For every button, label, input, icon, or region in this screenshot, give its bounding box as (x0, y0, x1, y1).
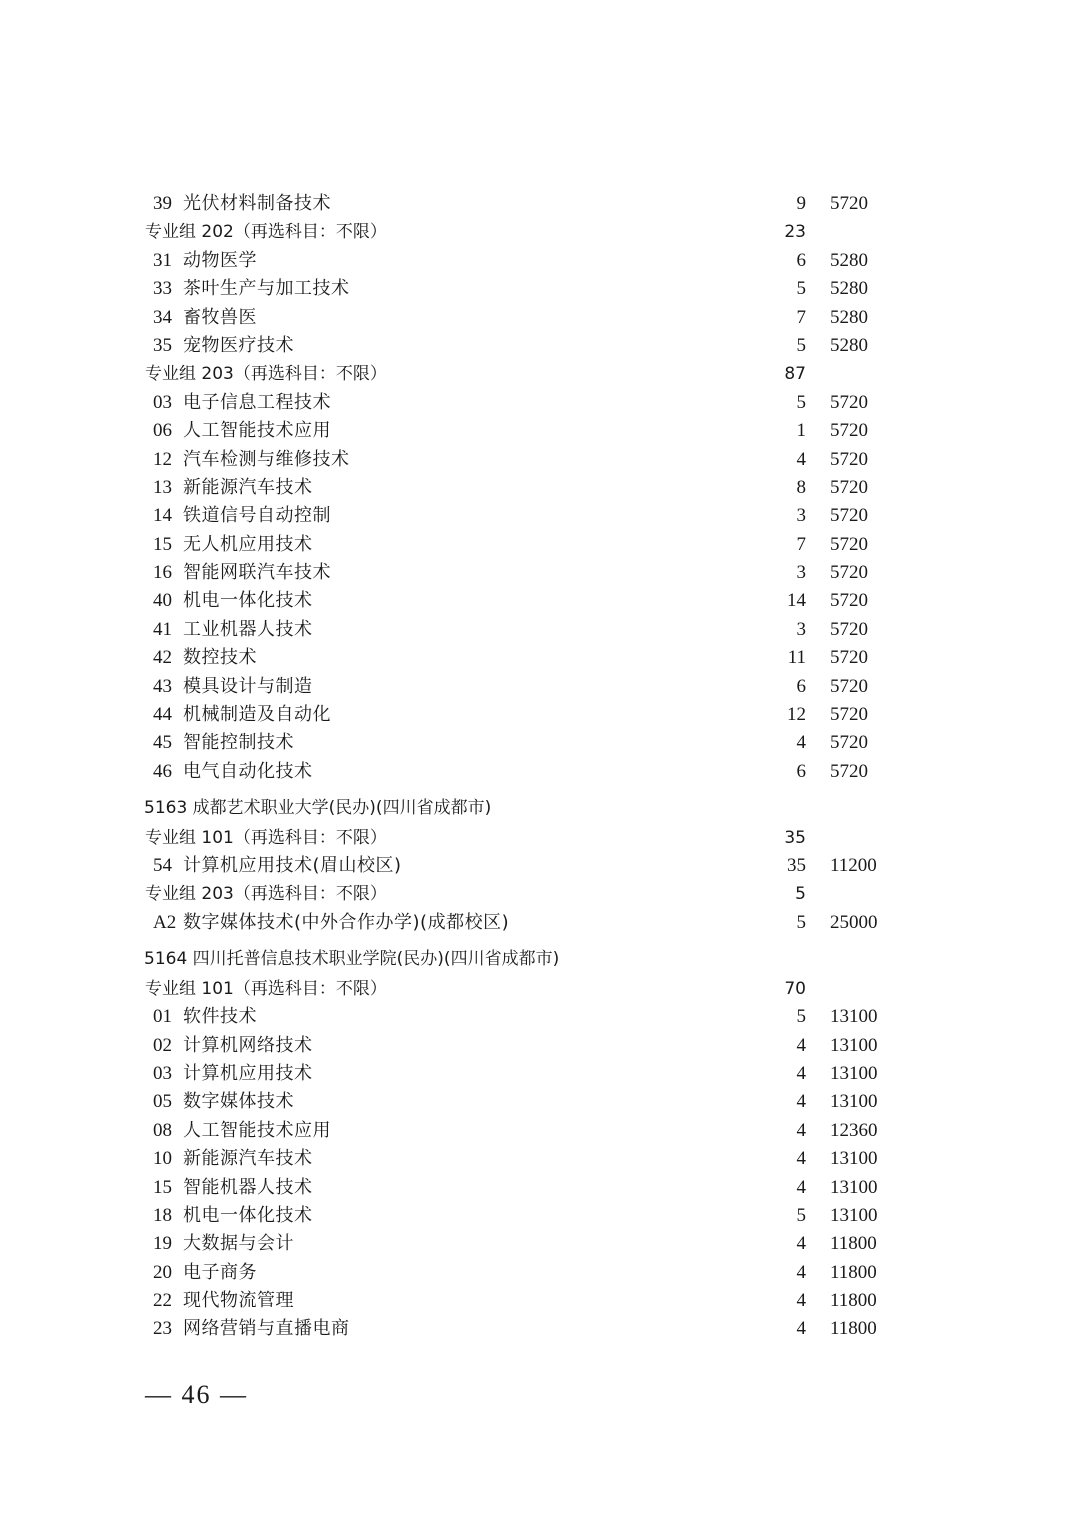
major-code: 06 (153, 420, 172, 442)
tuition-fee: 5280 (830, 249, 868, 271)
major-code: 02 (153, 1034, 172, 1056)
enrollment-count: 9 (796, 193, 806, 214)
enrollment-count: 3 (796, 618, 806, 640)
major-row (0, 909, 1080, 937)
school-header-row (0, 937, 1080, 975)
tuition-fee: 5720 (830, 420, 868, 442)
major-name: 铁道信号自动控制 (183, 505, 331, 527)
tuition-fee: 5720 (830, 732, 868, 754)
major-name: 无人机应用技术 (183, 533, 313, 555)
tuition-fee: 5720 (830, 448, 868, 470)
enrollment-count: 4 (796, 1091, 806, 1113)
major-name: 宠物医疗技术 (183, 334, 294, 356)
tuition-fee: 5280 (830, 334, 868, 356)
tuition-fee: 5720 (830, 391, 868, 413)
major-name: 模具设计与制造 (183, 675, 313, 697)
major-row (0, 1088, 1080, 1116)
tuition-fee: 13100 (830, 1148, 878, 1170)
major-row (0, 644, 1080, 672)
tuition-fee: 5720 (830, 476, 868, 498)
major-code: 12 (153, 448, 172, 470)
tuition-fee: 5720 (830, 704, 868, 726)
major-row (0, 417, 1080, 445)
major-name: 计算机网络技术 (183, 1034, 313, 1056)
major-name: 机电一体化技术 (183, 1204, 313, 1226)
group-header-row (0, 360, 1080, 388)
major-row (0, 1060, 1080, 1088)
major-code: 13 (153, 476, 172, 498)
major-row (0, 474, 1080, 502)
major-code: 15 (153, 1176, 172, 1198)
major-name: 畜牧兽医 (183, 306, 257, 328)
group-total-count: 70 (784, 978, 806, 999)
major-code: 22 (153, 1290, 172, 1312)
enrollment-count: 11 (787, 647, 806, 669)
major-row (0, 673, 1080, 701)
tuition-fee: 11800 (830, 1290, 877, 1312)
major-name: 电子信息工程技术 (183, 391, 331, 413)
major-code: 33 (153, 278, 172, 300)
major-name: 人工智能技术应用 (183, 420, 331, 442)
enrollment-count: 6 (796, 675, 806, 697)
tuition-fee: 5720 (830, 533, 868, 555)
major-name: 电气自动化技术 (183, 760, 313, 782)
enrollment-count: 4 (796, 1148, 806, 1170)
group-total-count: 5 (795, 884, 806, 905)
major-code: 20 (153, 1261, 172, 1283)
enrollment-count: 5 (796, 1204, 806, 1226)
major-row (0, 502, 1080, 530)
enrollment-count: 4 (796, 448, 806, 470)
school-title: 5164 四川托普信息技术职业学院(民办)(四川省成都市) (144, 949, 560, 970)
page-number: — 46 — (145, 1380, 248, 1409)
major-name: 智能控制技术 (183, 732, 294, 754)
group-total-count: 35 (784, 827, 806, 848)
tuition-fee: 25000 (830, 911, 878, 933)
major-name: 软件技术 (183, 1006, 257, 1028)
major-row (0, 729, 1080, 757)
major-name: 智能网联汽车技术 (183, 562, 331, 584)
enrollment-count: 5 (796, 391, 806, 413)
enrollment-count: 4 (796, 1176, 806, 1198)
major-name: 人工智能技术应用 (183, 1119, 331, 1141)
major-code: 54 (153, 855, 172, 877)
major-name: 计算机应用技术 (183, 1062, 313, 1084)
group-total-count: 23 (784, 222, 806, 243)
enrollment-count: 3 (796, 505, 806, 527)
tuition-fee: 5720 (830, 647, 868, 669)
tuition-fee: 11800 (830, 1318, 877, 1340)
major-code: 01 (153, 1006, 172, 1028)
major-row (0, 247, 1080, 275)
group-header-row (0, 880, 1080, 908)
major-code: 45 (153, 732, 172, 754)
major-name: 智能机器人技术 (183, 1176, 313, 1198)
major-row (0, 587, 1080, 615)
enrollment-count: 4 (796, 1261, 806, 1283)
major-code: 41 (153, 618, 172, 640)
enrollment-count: 6 (796, 760, 806, 782)
enrollment-count: 4 (796, 1290, 806, 1312)
major-code: 46 (153, 760, 172, 782)
major-row (0, 701, 1080, 729)
major-name: 工业机器人技术 (183, 618, 313, 640)
tuition-fee: 5720 (830, 505, 868, 527)
group-header-row (0, 975, 1080, 1003)
enrollment-count: 3 (796, 562, 806, 584)
major-name: 新能源汽车技术 (183, 1148, 313, 1170)
major-row (0, 446, 1080, 474)
major-row (0, 1032, 1080, 1060)
tuition-fee: 5720 (830, 618, 868, 640)
major-row (0, 852, 1080, 880)
major-row (0, 275, 1080, 303)
major-row (0, 1003, 1080, 1031)
tuition-fee: 13100 (830, 1091, 878, 1113)
major-row (0, 332, 1080, 360)
enrollment-count: 1 (796, 420, 806, 442)
enrollment-count: 8 (796, 476, 806, 498)
group-header-row (0, 218, 1080, 246)
major-row (0, 190, 1080, 218)
major-code: 16 (153, 562, 172, 584)
school-title: 5163 成都艺术职业大学(民办)(四川省成都市) (144, 798, 492, 819)
group-title: 专业组 101（再选科目：不限） (145, 827, 387, 848)
major-code: 39 (153, 193, 172, 214)
major-code: 05 (153, 1091, 172, 1113)
enrollment-count: 7 (796, 533, 806, 555)
enrollment-count: 4 (796, 1318, 806, 1340)
major-name: 计算机应用技术(眉山校区) (183, 855, 402, 877)
tuition-fee: 5720 (830, 675, 868, 697)
major-name: 新能源汽车技术 (183, 476, 313, 498)
major-code: 35 (153, 334, 172, 356)
major-code: 31 (153, 249, 172, 271)
major-name: 数控技术 (183, 647, 257, 669)
major-code: 44 (153, 704, 172, 726)
enrollment-count: 5 (796, 334, 806, 356)
tuition-fee: 5720 (830, 562, 868, 584)
enrollment-count: 4 (796, 1062, 806, 1084)
major-row (0, 1287, 1080, 1315)
school-header-row (0, 786, 1080, 824)
tuition-fee: 12360 (830, 1119, 878, 1141)
tuition-fee: 5720 (830, 193, 868, 214)
major-row (0, 1259, 1080, 1287)
major-name: 机械制造及自动化 (183, 704, 331, 726)
major-code: A2 (153, 911, 177, 933)
document-body (0, 190, 1080, 1344)
major-code: 03 (153, 1062, 172, 1084)
enrollment-count: 4 (796, 1233, 806, 1255)
major-name: 大数据与会计 (183, 1233, 294, 1255)
tuition-fee: 11800 (830, 1233, 877, 1255)
major-row (0, 304, 1080, 332)
tuition-fee: 13100 (830, 1006, 878, 1028)
major-code: 43 (153, 675, 172, 697)
major-row (0, 1117, 1080, 1145)
group-title: 专业组 203（再选科目：不限） (145, 884, 387, 905)
major-name: 机电一体化技术 (183, 590, 313, 612)
major-code: 34 (153, 306, 172, 328)
tuition-fee: 5280 (830, 306, 868, 328)
group-total-count: 87 (784, 364, 806, 385)
major-row (0, 616, 1080, 644)
enrollment-count: 4 (796, 1034, 806, 1056)
major-code: 40 (153, 590, 172, 612)
major-code: 10 (153, 1148, 172, 1170)
major-code: 19 (153, 1233, 172, 1255)
tuition-fee: 5720 (830, 760, 868, 782)
tuition-fee: 13100 (830, 1204, 878, 1226)
major-row (0, 559, 1080, 587)
tuition-fee: 5720 (830, 590, 868, 612)
major-name: 汽车检测与维修技术 (183, 448, 350, 470)
enrollment-count: 7 (796, 306, 806, 328)
major-name: 光伏材料制备技术 (183, 193, 331, 214)
major-name: 现代物流管理 (183, 1290, 294, 1312)
tuition-fee: 11200 (830, 855, 877, 877)
major-name: 电子商务 (183, 1261, 257, 1283)
major-row (0, 531, 1080, 559)
major-row (0, 389, 1080, 417)
enrollment-count: 35 (787, 855, 806, 877)
major-code: 03 (153, 391, 172, 413)
major-row (0, 1230, 1080, 1258)
tuition-fee: 13100 (830, 1176, 878, 1198)
tuition-fee: 13100 (830, 1062, 878, 1084)
major-code: 18 (153, 1204, 172, 1226)
tuition-fee: 11800 (830, 1261, 877, 1283)
enrollment-count: 4 (796, 732, 806, 754)
major-name: 动物医学 (183, 249, 257, 271)
major-name: 数字媒体技术 (183, 1091, 294, 1113)
enrollment-count: 4 (796, 1119, 806, 1141)
tuition-fee: 13100 (830, 1034, 878, 1056)
major-code: 15 (153, 533, 172, 555)
major-row (0, 1202, 1080, 1230)
major-code: 42 (153, 647, 172, 669)
major-name: 茶叶生产与加工技术 (183, 278, 350, 300)
enrollment-count: 5 (796, 278, 806, 300)
major-name: 网络营销与直播电商 (183, 1318, 350, 1340)
tuition-fee: 5280 (830, 278, 868, 300)
major-row (0, 1174, 1080, 1202)
group-title: 专业组 203（再选科目：不限） (145, 364, 387, 385)
major-code: 14 (153, 505, 172, 527)
major-code: 08 (153, 1119, 172, 1141)
major-row (0, 1145, 1080, 1173)
group-header-row (0, 824, 1080, 852)
major-name: 数字媒体技术(中外合作办学)(成都校区) (183, 911, 510, 933)
enrollment-count: 5 (796, 911, 806, 933)
group-title: 专业组 101（再选科目：不限） (145, 978, 387, 999)
group-title: 专业组 202（再选科目：不限） (145, 222, 387, 243)
enrollment-count: 6 (796, 249, 806, 271)
enrollment-count: 14 (787, 590, 806, 612)
major-code: 23 (153, 1318, 172, 1340)
enrollment-count: 12 (787, 704, 806, 726)
enrollment-count: 5 (796, 1006, 806, 1028)
major-row (0, 758, 1080, 786)
major-row (0, 1315, 1080, 1343)
